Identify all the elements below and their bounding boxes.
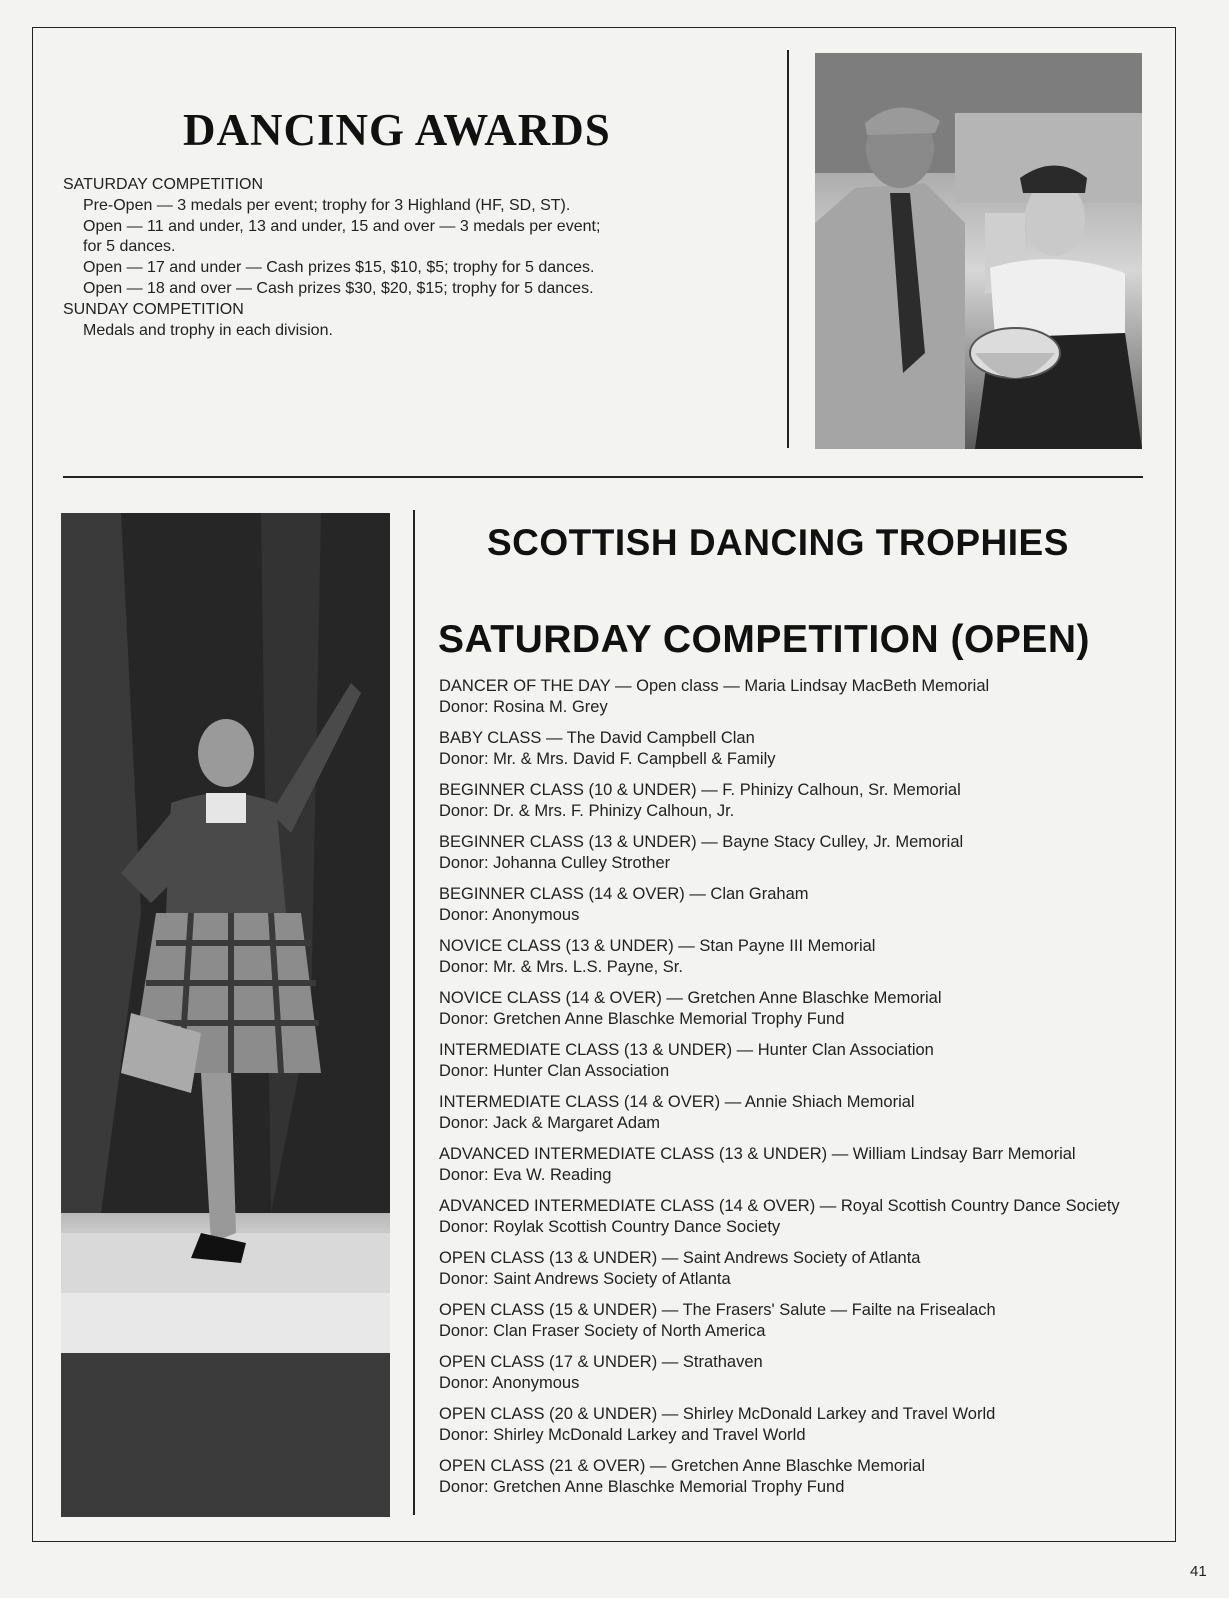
award-line: for 5 dances. (83, 238, 176, 256)
award-line: Open — 11 and under, 13 and under, 15 and over — 3 medals per event; (83, 217, 601, 235)
trophy-award: INTERMEDIATE CLASS (14 & OVER) — Annie Shiach Memorial (439, 1093, 915, 1111)
award-line: Medals and trophy in each division. (83, 321, 333, 339)
trophy-award: OPEN CLASS (13 & UNDER) — Saint Andrews Society of Atlanta (439, 1249, 921, 1267)
saturday-competition-open-title: SATURDAY COMPETITION (OPEN) (438, 618, 1090, 661)
trophy-donor: Donor: Saint Andrews Society of Atlanta (439, 1270, 731, 1288)
trophy-award: NOVICE CLASS (14 & OVER) — Gretchen Anne Blaschke Memorial (439, 989, 942, 1007)
trophy-entry (439, 728, 1159, 780)
trophy-award: OPEN CLASS (21 & OVER) — Gretchen Anne Blaschke Memorial (439, 1457, 926, 1475)
trophy-entry (439, 832, 1159, 884)
scottish-dancing-trophies-title: SCOTTISH DANCING TROPHIES (487, 522, 1069, 563)
trophy-award: BEGINNER CLASS (14 & OVER) — Clan Graham (439, 885, 809, 903)
trophy-donor: Donor: Roylak Scottish Country Dance Society (439, 1218, 781, 1236)
award-line: Open — 18 and over — Cash prizes $30, $20, $15; trophy for 5 dances. (83, 279, 594, 297)
page-number: 41 (1190, 1563, 1207, 1580)
trophy-donor: Donor: Mr. & Mrs. David F. Campbell & Family (439, 750, 776, 768)
trophy-donor: Donor: Eva W. Reading (439, 1166, 612, 1184)
trophy-award: BEGINNER CLASS (13 & UNDER) — Bayne Stacy Culley, Jr. Memorial (439, 833, 964, 851)
award-line: Open — 17 and under — Cash prizes $15, $10, $5; trophy for 5 dances. (83, 259, 595, 277)
trophy-entry (439, 884, 1159, 936)
dancing-awards-body (63, 175, 753, 341)
trophy-donor: Donor: Anonymous (439, 906, 580, 924)
trophy-donor: Donor: Gretchen Anne Blaschke Memorial Trophy Fund (439, 1010, 845, 1028)
trophy-entry (439, 988, 1159, 1040)
vertical-divider-top (787, 50, 789, 448)
trophy-award: OPEN CLASS (15 & UNDER) — The Frasers' Salute — Failte na Frisealach (439, 1301, 996, 1319)
trophy-donor: Donor: Johanna Culley Strother (439, 854, 671, 872)
highland-dancer-illustration (61, 513, 390, 1517)
trophy-award: ADVANCED INTERMEDIATE CLASS (13 & UNDER) — William Lindsay Barr Memorial (439, 1145, 1076, 1163)
trophy-list (439, 676, 1159, 1508)
trophy-award: BABY CLASS — The David Campbell Clan (439, 729, 755, 747)
trophy-entry (439, 1196, 1159, 1248)
trophy-award: INTERMEDIATE CLASS (13 & UNDER) — Hunter Clan Association (439, 1041, 934, 1059)
horizontal-divider (63, 476, 1143, 478)
trophy-award: ADVANCED INTERMEDIATE CLASS (14 & OVER) — Royal Scottish Country Dance Society (439, 1197, 1120, 1215)
saturday-heading: SATURDAY COMPETITION (63, 176, 264, 193)
trophy-award: OPEN CLASS (17 & UNDER) — Strathaven (439, 1353, 763, 1371)
trophy-donor: Donor: Dr. & Mrs. F. Phinizy Calhoun, Jr. (439, 802, 735, 820)
trophy-entry (439, 1300, 1159, 1352)
trophy-donor: Donor: Rosina M. Grey (439, 698, 608, 716)
dancing-awards-title: DANCING AWARDS (183, 105, 611, 155)
trophy-award: DANCER OF THE DAY — Open class — Maria Lindsay MacBeth Memorial (439, 677, 990, 695)
trophy-donor: Donor: Shirley McDonald Larkey and Travel World (439, 1426, 806, 1444)
trophy-entry (439, 1092, 1159, 1144)
trophy-donor: Donor: Jack & Margaret Adam (439, 1114, 661, 1132)
trophy-presentation-illustration (815, 53, 1142, 449)
vertical-divider-middle (413, 510, 415, 1515)
trophy-donor: Donor: Mr. & Mrs. L.S. Payne, Sr. (439, 958, 683, 976)
trophy-entry (439, 1040, 1159, 1092)
trophy-entry (439, 936, 1159, 988)
trophy-entry (439, 780, 1159, 832)
trophy-donor: Donor: Clan Fraser Society of North America (439, 1322, 766, 1340)
award-line: Pre-Open — 3 medals per event; trophy for 3 Highland (HF, SD, ST). (83, 196, 571, 214)
trophy-entry (439, 1404, 1159, 1456)
trophy-award: BEGINNER CLASS (10 & UNDER) — F. Phinizy Calhoun, Sr. Memorial (439, 781, 961, 799)
trophy-entry (439, 1144, 1159, 1196)
trophy-entry (439, 1456, 1159, 1508)
highland-dancer-photo (61, 513, 390, 1517)
trophy-award: NOVICE CLASS (13 & UNDER) — Stan Payne III Memorial (439, 937, 876, 955)
trophy-donor: Donor: Gretchen Anne Blaschke Memorial Trophy Fund (439, 1478, 845, 1496)
trophy-award: OPEN CLASS (20 & UNDER) — Shirley McDonald Larkey and Travel World (439, 1405, 996, 1423)
trophy-donor: Donor: Hunter Clan Association (439, 1062, 670, 1080)
trophy-presentation-photo (815, 53, 1142, 449)
trophy-entry (439, 1352, 1159, 1404)
trophy-donor: Donor: Anonymous (439, 1374, 580, 1392)
trophy-entry (439, 676, 1159, 728)
sunday-heading: SUNDAY COMPETITION (63, 300, 244, 318)
trophy-entry (439, 1248, 1159, 1300)
